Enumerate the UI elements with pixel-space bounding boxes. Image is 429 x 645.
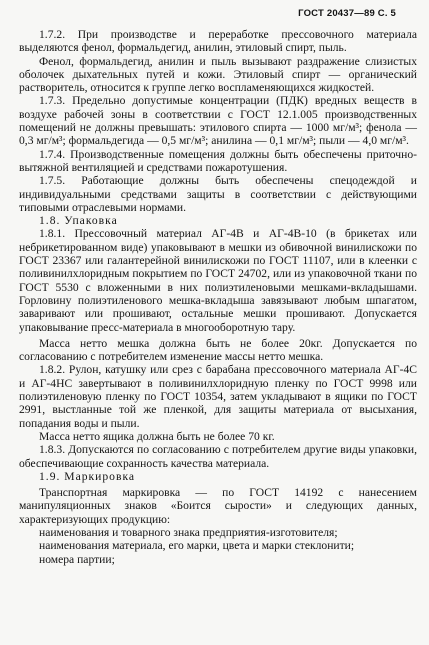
paragraph-1-7-4: 1.7.4. Производственные помещения должны быть обеспечены приточно-вытяжной вентиляцией и средствами пожаротушения.: [19, 147, 417, 174]
marking-item-manufacturer: наименования и товарного знака предприятия-изготовителя;: [39, 525, 338, 539]
paragraph-1-8-2: 1.8.2. Рулон, катушку или срез с барабана прессовочного материала АГ-4С и АГ-4НС завертывают в поливинилхлоридную пленку по ГОСТ 9998 или полиэтиленовую пленку по ГОСТ 10354, затем укладывают в ящики по ГОСТ 2991, выстланные той же пленкой, для защиты материала от высыхания, попадания воды и пыли.: [19, 363, 417, 430]
paragraph-1-8-1: 1.8.1. Прессовочный материал АГ-4В и АГ-4В-10 (в брикетах или небрикетированном виде) упаковывают в мешки из обивочной винилискожи по ГОСТ 23367 или галантерейной винилискожи по ГОСТ 11107, или в клеенки с поливинилхлоридным покрытием по ГОСТ 24702, или из упаковочной ткани по ГОСТ 5530 с вложенными в них полиэтиленовыми мешками-вкладышами. Горловину полиэтиленового мешка-вкладыша завязывают любым шпагатом, заваривают или прошивают, остальные мешки прошивают. Допускается упаковывание пресс-материала в многооборотную тару.: [19, 227, 417, 334]
section-heading-packaging: 1.8. Упаковка: [39, 214, 118, 228]
paragraph-1-7-5: 1.7.5. Работающие должны быть обеспечены спецодеждой и индивидуальными средствами защиты в соответствии с действующими типовыми отраслевыми нормами.: [19, 174, 417, 214]
paragraph-hazards: Фенол, формальдегид, анилин и пыль вызывают раздражение слизистых оболочек дыхательных путей и кожи. Этиловый спирт — органический растворитель, относится к группе легко воспламеняющихся жидкостей.: [19, 54, 417, 95]
paragraph-1-8-3: 1.8.3. Допускаются по согласованию с потребителем другие виды упаковки, обеспечивающие сохранность качества материала.: [19, 443, 417, 470]
paragraph-1-7-3: 1.7.3. Предельно допустимые концентрации (ПДК) вредных веществ в воздухе рабочей зоны в соответствии с ГОСТ 12.1.005 производственных помещений не должны превышать: этилового спирта — 1000 мг/м³; фенола — 0,3 мг/м³; формальдегида — 0,5 мг/м³; анилина — 0,1 мг/м³; пыли — 4,0 мг/м³.: [19, 94, 417, 148]
paragraph-1-7-2: 1.7.2. При производстве и переработке прессовочного материала выделяются фенол, формальдегид, анилин, этиловый спирт, пыль.: [19, 28, 417, 55]
marking-item-batch: номера партии;: [39, 552, 115, 566]
marking-item-material: наименования материала, его марки, цвета и марки стеклонити;: [39, 539, 355, 553]
section-heading-marking: 1.9. Маркировка: [39, 469, 136, 483]
paragraph-bag-mass: Масса нетто мешка должна быть не более 20кг. Допускается по согласованию с потребителем изменение массы нетто мешка.: [19, 336, 417, 364]
document-body: [19, 28, 417, 566]
page-header: ГОСТ 20437—89 С. 5: [298, 8, 396, 19]
paragraph-transport-marking: Транспортная маркировка — по ГОСТ 14192 с нанесением манипуляционных знаков «Боится сырости» и следующих данных, характеризующих продукцию:: [19, 486, 417, 526]
paragraph-box-mass: Масса нетто ящика должна быть не более 70 кг.: [39, 429, 275, 443]
